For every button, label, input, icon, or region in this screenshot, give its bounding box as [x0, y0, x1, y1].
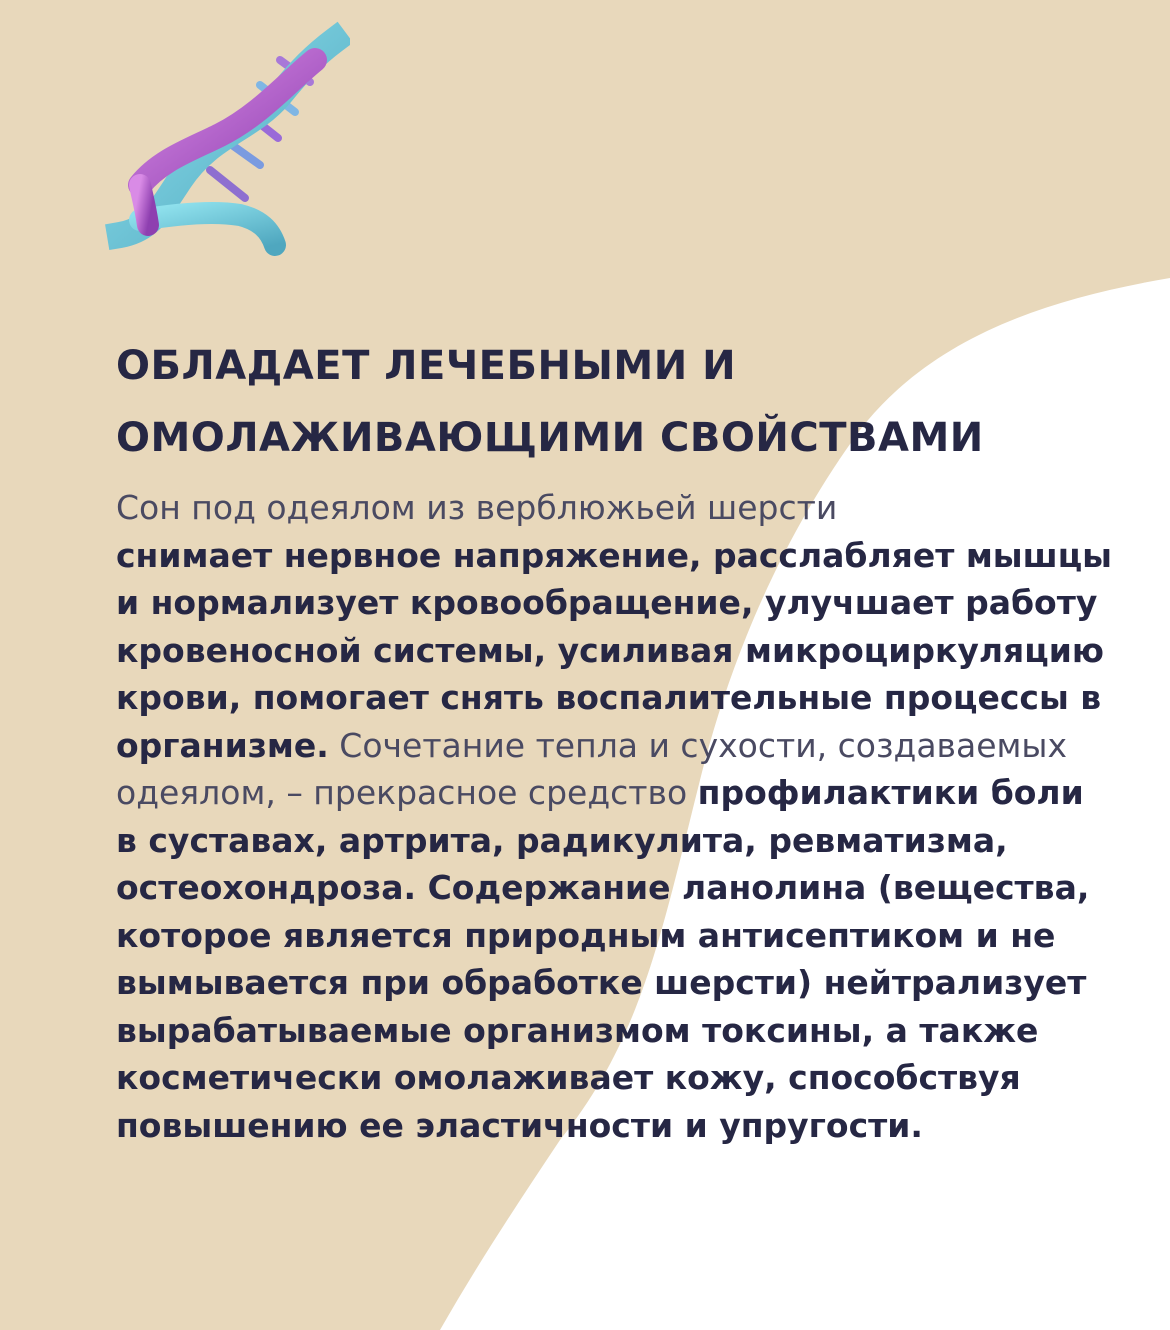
body-paragraph [116, 484, 1116, 1149]
dna-helix-icon [100, 20, 350, 260]
content-block [116, 330, 1116, 1149]
heading-line-2: ОМОЛАЖИВАЮЩИМИ СВОЙСТВАМИ [116, 415, 984, 461]
body-text-regular-2: Сочетание тепла и сухости, создаваемых одеялом, – прекрасное средство [116, 725, 1067, 812]
heading-line-1: ОБЛАДАЕТ ЛЕЧЕБНЫМИ И [116, 343, 737, 389]
body-text-bold-1: снимает нервное напряжение, расслабляет мышцы и нормализует кровообращение, улучшает работу кровеносной системы, усиливая микроциркуляцию крови, помогает снять воспалительные процессы в организме. [116, 535, 1112, 765]
body-text-regular-1: Сон под одеялом из верблюжьей шерсти [116, 488, 838, 527]
body-text-bold-2: профилактики боли в суставах, артрита, радикулита, ревматизма, остеохондроза. Содержание ланолина (вещества, которое является природным антисептиком и не вымывается при обработке шерсти) нейтрализует вырабатываемые организмом токсины, а также косметически омолаживает кожу, способствуя повышению ее эластичности и упругости. [116, 773, 1090, 1145]
heading [116, 330, 1116, 474]
